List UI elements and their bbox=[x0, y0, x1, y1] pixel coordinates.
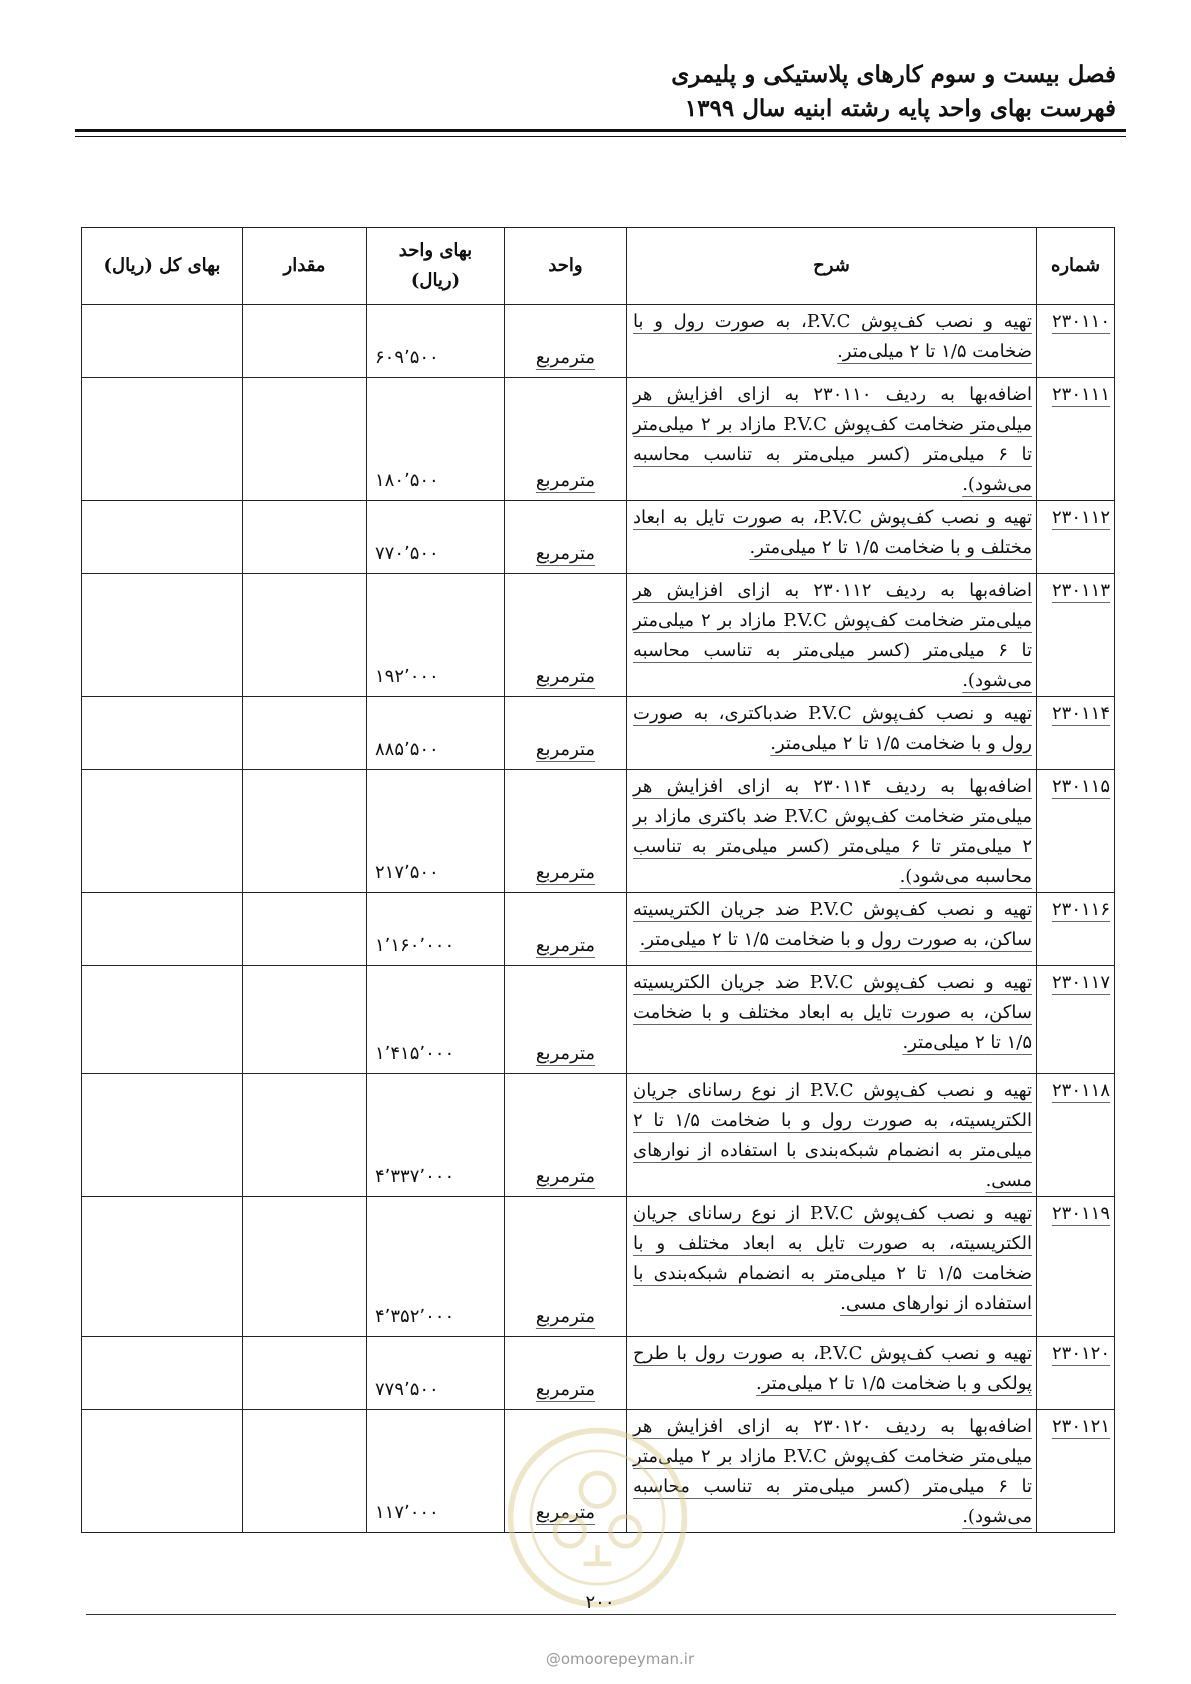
item-unit-price: ۷۷۹٬۵۰۰ bbox=[367, 1337, 505, 1410]
page-header bbox=[66, 58, 1116, 126]
item-quantity bbox=[243, 1197, 367, 1337]
item-total-price bbox=[82, 1074, 243, 1197]
item-quantity bbox=[243, 1337, 367, 1410]
item-number: ۲۳۰۱۱۲ bbox=[1051, 507, 1110, 528]
item-quantity bbox=[243, 770, 367, 893]
item-unit: مترمربع bbox=[535, 666, 596, 687]
item-description: تهیه و نصب کف‌پوش P.V.C، به صورت تایل به ابعاد مختلف و با ضخامت ۱/۵ تا ۲ میلی‌متر. bbox=[633, 507, 1032, 558]
item-unit: مترمربع bbox=[535, 1043, 596, 1064]
item-unit: مترمربع bbox=[535, 1306, 596, 1327]
item-unit-price: ۱٬۱۶۰٬۰۰۰ bbox=[367, 893, 505, 966]
item-unit-price: ۶۰۹٬۵۰۰ bbox=[367, 305, 505, 378]
col-header-description: شرح bbox=[627, 228, 1037, 305]
item-description: اضافه‌بها به ردیف ۲۳۰۱۱۰ به ازای افزایش هر میلی‌متر ضخامت کف‌پوش P.V.C مازاد بر ۲ میلی‌متر تا ۶ میلی‌متر (کسر میلی‌متر به تناسب محاسبه می‌شود). bbox=[633, 384, 1032, 495]
item-unit: مترمربع bbox=[535, 470, 596, 491]
item-total-price bbox=[82, 966, 243, 1074]
item-unit: مترمربع bbox=[535, 1379, 596, 1400]
item-number: ۲۳۰۱۱۱ bbox=[1051, 384, 1110, 405]
item-description: تهیه و نصب کف‌پوش P.V.C ضدباکتری، به صورت رول و با ضخامت ۱/۵ تا ۲ میلی‌متر. bbox=[633, 703, 1032, 754]
item-number: ۲۳۰۱۱۵ bbox=[1051, 776, 1110, 797]
item-unit-price: ۱۹۲٬۰۰۰ bbox=[367, 574, 505, 697]
table-row bbox=[82, 1197, 1115, 1337]
unit-price-label: بهای واحد bbox=[398, 240, 473, 261]
table-row bbox=[82, 305, 1115, 378]
item-total-price bbox=[82, 305, 243, 378]
item-description: اضافه‌بها به ردیف ۲۳۰۱۱۲ به ازای افزایش هر میلی‌متر ضخامت کف‌پوش P.V.C مازاد بر ۲ میلی‌متر تا ۶ میلی‌متر (کسر میلی‌متر به تناسب محاسبه می‌شود). bbox=[633, 580, 1032, 691]
item-quantity bbox=[243, 966, 367, 1074]
item-quantity bbox=[243, 893, 367, 966]
item-total-price bbox=[82, 697, 243, 770]
header-rule-thick bbox=[75, 129, 1126, 132]
document-title: فهرست بهای واحد پایه رشته ابنیه سال ۱۳۹۹ bbox=[684, 95, 1116, 122]
table-row bbox=[82, 893, 1115, 966]
item-unit-price: ۸۸۵٬۵۰۰ bbox=[367, 697, 505, 770]
col-header-number: شماره bbox=[1037, 228, 1115, 305]
col-header-total-price: بهای کل (ریال) bbox=[82, 228, 243, 305]
col-header-unit-price bbox=[367, 228, 505, 305]
table-row bbox=[82, 501, 1115, 574]
item-quantity bbox=[243, 305, 367, 378]
item-number: ۲۳۰۱۱۶ bbox=[1051, 899, 1110, 920]
item-number: ۲۳۰۱۱۹ bbox=[1051, 1203, 1110, 1224]
item-unit-price: ۴٬۳۳۷٬۰۰۰ bbox=[367, 1074, 505, 1197]
item-total-price bbox=[82, 1337, 243, 1410]
table-header-row bbox=[82, 228, 1115, 305]
item-unit: مترمربع bbox=[535, 935, 596, 956]
table-row bbox=[82, 574, 1115, 697]
item-quantity bbox=[243, 1074, 367, 1197]
item-total-price bbox=[82, 501, 243, 574]
item-unit: مترمربع bbox=[535, 862, 596, 883]
col-header-unit: واحد bbox=[505, 228, 627, 305]
table-row bbox=[82, 966, 1115, 1074]
seal-stamp-icon bbox=[505, 1425, 690, 1610]
item-number: ۲۳۰۱۲۱ bbox=[1051, 1416, 1110, 1437]
unit-price-currency: (ریال) bbox=[410, 270, 461, 291]
item-description: تهیه و نصب کف‌پوش P.V.C ضد جریان الکتریسیته ساکن، به صورت تایل به ابعاد مختلف و با ضخامت ۱/۵ تا ۲ میلی‌متر. bbox=[633, 972, 1032, 1053]
item-description: تهیه و نصب کف‌پوش P.V.C ضد جریان الکتریسیته ساکن، به صورت رول و با ضخامت ۱/۵ تا ۲ میلی‌متر. bbox=[633, 899, 1032, 950]
item-total-price bbox=[82, 378, 243, 501]
item-number: ۲۳۰۱۱۸ bbox=[1051, 1080, 1110, 1101]
table-row bbox=[82, 1074, 1115, 1197]
item-total-price bbox=[82, 574, 243, 697]
item-unit-price: ۱۸۰٬۵۰۰ bbox=[367, 378, 505, 501]
table-row bbox=[82, 378, 1115, 501]
table-row bbox=[82, 697, 1115, 770]
item-unit-price: ۱٬۴۱۵٬۰۰۰ bbox=[367, 966, 505, 1074]
item-unit-price: ۴٬۳۵۲٬۰۰۰ bbox=[367, 1197, 505, 1337]
item-total-price bbox=[82, 770, 243, 893]
item-quantity bbox=[243, 574, 367, 697]
item-description: تهیه و نصب کف‌پوش P.V.C، به صورت رول و با ضخامت ۱/۵ تا ۲ میلی‌متر. bbox=[633, 311, 1032, 362]
item-quantity bbox=[243, 501, 367, 574]
header-rule-thin bbox=[75, 136, 1126, 137]
item-number: ۲۳۰۱۲۰ bbox=[1051, 1343, 1110, 1364]
item-unit: مترمربع bbox=[535, 1166, 596, 1187]
footer-website: @omoorepeyman.ir bbox=[545, 1650, 695, 1668]
item-total-price bbox=[82, 1410, 243, 1533]
item-description: تهیه و نصب کف‌پوش P.V.C از نوع رسانای جریان الکتریسیته، به صورت تایل به ابعاد مختلف و با ضخامت ۱/۵ تا ۲ میلی‌متر به انضمام شبکه‌بندی با استفاده از نوارهای مسی. bbox=[633, 1203, 1032, 1314]
page-number: ۲۰۰ bbox=[585, 1592, 615, 1613]
item-unit-price: ۷۷۰٬۵۰۰ bbox=[367, 501, 505, 574]
item-unit-price: ۱۱۷٬۰۰۰ bbox=[367, 1410, 505, 1533]
item-quantity bbox=[243, 378, 367, 501]
item-total-price bbox=[82, 1197, 243, 1337]
item-description: تهیه و نصب کف‌پوش P.V.C از نوع رسانای جریان الکتریسیته، به صورت رول و با ضخامت ۱/۵ تا ۲ میلی‌متر به انضمام شبکه‌بندی با استفاده از نوارهای مسی. bbox=[633, 1080, 1033, 1191]
price-table bbox=[81, 227, 1115, 1533]
table-row bbox=[82, 770, 1115, 893]
item-number: ۲۳۰۱۱۷ bbox=[1051, 972, 1110, 993]
item-unit-price: ۲۱۷٬۵۰۰ bbox=[367, 770, 505, 893]
table-row bbox=[82, 1337, 1115, 1410]
item-description: تهیه و نصب کف‌پوش P.V.C، به صورت رول با طرح پولکی و با ضخامت ۱/۵ تا ۲ میلی‌متر. bbox=[633, 1343, 1032, 1394]
chapter-title: فصل بیست و سوم کارهای پلاستیکی و پلیمری bbox=[671, 61, 1116, 88]
item-unit: مترمربع bbox=[535, 739, 596, 760]
item-unit: مترمربع bbox=[535, 347, 596, 368]
footer-rule bbox=[86, 1614, 1116, 1615]
item-number: ۲۳۰۱۱۴ bbox=[1051, 703, 1110, 724]
item-total-price bbox=[82, 893, 243, 966]
item-unit: مترمربع bbox=[535, 1502, 596, 1523]
item-description: اضافه‌بها به ردیف ۲۳۰۱۲۰ به ازای افزایش هر میلی‌متر ضخامت کف‌پوش P.V.C مازاد بر ۲ میلی‌متر تا ۶ میلی‌متر (کسر میلی‌متر به تناسب محاسبه می‌شود). bbox=[633, 1416, 1032, 1527]
item-quantity bbox=[243, 697, 367, 770]
col-header-quantity: مقدار bbox=[243, 228, 367, 305]
item-unit: مترمربع bbox=[535, 543, 596, 564]
item-description: اضافه‌بها به ردیف ۲۳۰۱۱۴ به ازای افزایش هر میلی‌متر ضخامت کف‌پوش P.V.C ضد باکتری مازاد بر ۲ میلی‌متر تا ۶ میلی‌متر (کسر میلی‌متر به تناسب محاسبه می‌شود). bbox=[633, 776, 1032, 887]
item-number: ۲۳۰۱۱۰ bbox=[1051, 311, 1110, 332]
item-quantity bbox=[243, 1410, 367, 1533]
item-number: ۲۳۰۱۱۳ bbox=[1051, 580, 1110, 601]
